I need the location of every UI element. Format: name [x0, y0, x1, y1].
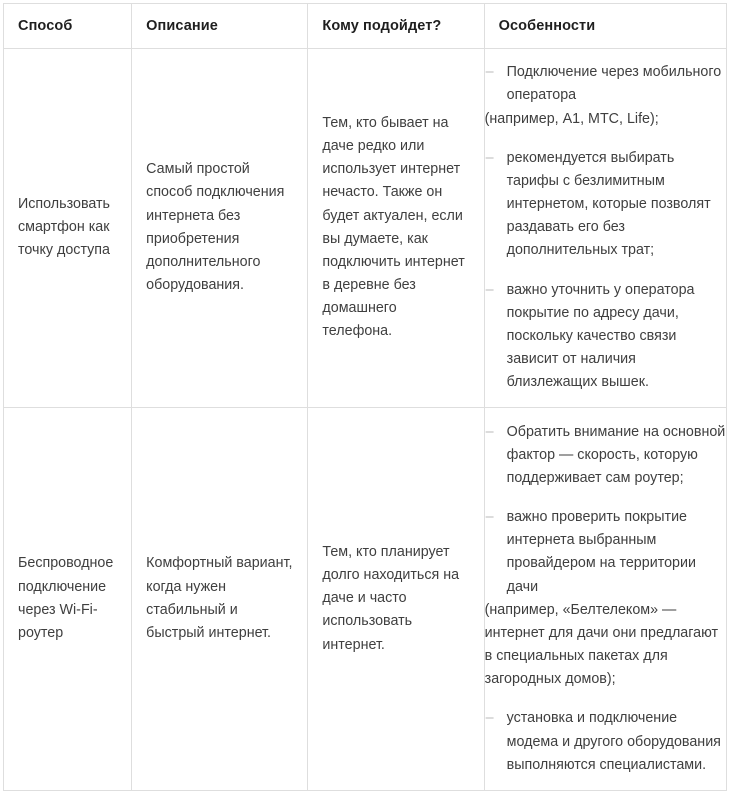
- list-item-text: важно проверить покрытие интернета выбранным провайдером на территории дачи: [506, 509, 696, 595]
- column-header-method: [4, 4, 132, 49]
- column-header-audience-label: Кому подойдет?: [322, 17, 442, 34]
- list-item: [485, 421, 726, 490]
- method-text: Использовать смартфон как точку доступа: [18, 196, 111, 259]
- audience-text: Тем, кто бывает на даче редко или использует интернет нечасто. Также он будет актуален, если вы думаете, как подключить интернет в деревне без домашнего телефона.: [322, 115, 465, 340]
- list-item-tail: (например, A1, МТС, Life);: [484, 110, 659, 127]
- column-header-description: [132, 4, 308, 49]
- features-list: [485, 421, 726, 777]
- description-text: Комфортный вариант, когда нужен стабильный и быстрый интернет.: [146, 555, 293, 641]
- list-item-text: установка и подключение модема и другого оборудования выполняются специалистами.: [506, 710, 721, 773]
- list-item: [485, 147, 726, 263]
- list-item-text: важно уточнить у оператора покрытие по адресу дачи, поскольку качество связи зависит от наличия близлежащих вышек.: [506, 281, 695, 391]
- cell-features: [484, 407, 726, 790]
- dash-marker-icon: –: [485, 64, 494, 81]
- column-header-description-label: Описание: [146, 17, 218, 34]
- table-row: [4, 407, 727, 790]
- list-item-text: Обратить внимание на основной фактор — скорость, которую поддерживает сам роутер;: [506, 423, 726, 486]
- internet-connection-comparison-table: [3, 3, 727, 791]
- description-text: Самый простой способ подключения интернета без приобретения дополнительного оборудования.: [146, 161, 285, 294]
- cell-features: [484, 49, 726, 408]
- cell-description: [132, 407, 308, 790]
- table-row: [4, 49, 727, 408]
- column-header-audience: [308, 4, 484, 49]
- list-item: [485, 506, 726, 691]
- cell-audience: [308, 49, 484, 408]
- dash-marker-icon: –: [485, 509, 494, 526]
- list-item: [485, 61, 726, 130]
- method-text: Беспроводное подключение через Wi-Fi-роутер: [18, 555, 114, 641]
- list-item: [485, 707, 726, 776]
- list-item-text: Подключение через мобильного оператора: [506, 64, 722, 104]
- cell-method: [4, 49, 132, 408]
- table-header-row: [4, 4, 727, 49]
- audience-text: Тем, кто планирует долго находиться на даче и часто использовать интернет.: [322, 543, 460, 653]
- dash-marker-icon: –: [485, 281, 494, 298]
- dash-marker-icon: –: [485, 423, 494, 440]
- dash-marker-icon: –: [485, 149, 494, 166]
- cell-description: [132, 49, 308, 408]
- dash-marker-icon: –: [485, 710, 494, 727]
- column-header-features: [484, 4, 726, 49]
- list-item-tail: (например, «Белтелеком» — интернет для дачи они предлагают в специальных пакетах для загородных домов);: [484, 601, 719, 688]
- comparison-table-wrapper: [3, 3, 727, 791]
- list-item-text: рекомендуется выбирать тарифы с безлимитным интернетом, которые позволят раздавать его без дополнительных трат;: [506, 149, 711, 259]
- features-list: [485, 61, 726, 394]
- cell-method: [4, 407, 132, 790]
- list-item: [485, 279, 726, 395]
- column-header-method-label: Способ: [18, 17, 73, 34]
- cell-audience: [308, 407, 484, 790]
- column-header-features-label: Особенности: [498, 17, 596, 34]
